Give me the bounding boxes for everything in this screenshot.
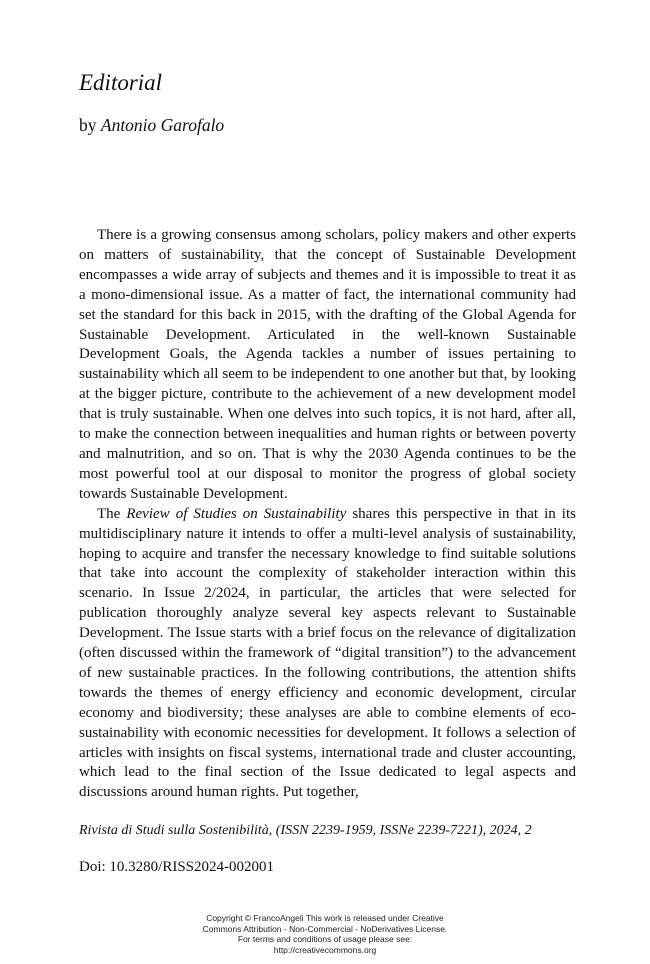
byline-prefix: by: [79, 115, 101, 135]
copyright-line-3: For terms and conditions of usage please see:: [237, 934, 413, 944]
author-name: Antonio Garofalo: [100, 115, 225, 135]
article-body: [79, 226, 576, 803]
license-link[interactable]: http://creativecommons.org: [273, 944, 377, 955]
paragraph-1: There is a growing consensus among scholars, policy makers and other experts on matters of sustainability, that the concept of Sustainable Development encompasses a wide array of subjects and themes and it is impossible to treat it as a mono-dimensional issue. As a matter of fact, the international community had set the standard for this back in 2015, with the drafting of the Global Agenda for Sustainable Development. Articulated in the well-known Sustainable Development Goals, the Agenda tackles a number of issues pertaining to sustainability which all seem to be independent to one another but that, by looking at the bigger picture, contribute to the achievement of a new development model that is truly sustainable. When one delves into such topics, it is not hard, after all, to make the connection between inequalities and human rights or between poverty and malnutrition, and so on. That is why the 2030 Agenda continues to be the most powerful tool at our disposal to monitor the progress of global society towards Sustainable Development.: [79, 227, 576, 502]
copyright-line-1: Copyright © FrancoAngeli This work is released under Creative: [206, 913, 444, 923]
copyright-line-2: Commons Attribution - Non-Commercial - NoDerivatives License.: [202, 923, 448, 934]
doi: Doi: 10.3280/RISS2024-002001: [79, 859, 275, 875]
paragraph-2-rest: shares this perspective in that in its multidisciplinary nature it intends to offer a multi-level analysis of sustainability, hoping to acquire and transfer the necessary knowledge to find suitable solutions that take into account the complexity of stakeholder interaction within this scenario. In Issue 2/2024, in particular, the articles that were selected for publication thoroughly analyze several key aspects relevant to Sustainable Development. The Issue starts with a brief focus on the relevance of digitalization (often discussed within the framework of “digital transition”) to the advancement of new sustainable practices. In the following contributions, the attention shifts towards the themes of energy efficiency and economic development, circular economy and biodiversity; these analyses are able to combine elements of eco-sustainability with economic necessities for development. It follows a selection of articles with insights on fiscal systems, international trade and cluster accounting, which lead to the final section of the Issue dedicated to legal aspects and discussions around human rights. Put together,: [79, 505, 576, 801]
article-title: Editorial: [79, 70, 163, 95]
copyright-notice: [0, 913, 650, 955]
journal-citation: Rivista di Studi sulla Sostenibilità, (ISSN 2239-1959, ISSNe 2239-7221), 2024, 2: [79, 823, 532, 838]
journal-name-italic: Review of Studies on Sustainability: [126, 505, 347, 522]
byline: [79, 114, 224, 136]
paragraph-2-lead: The: [97, 505, 127, 522]
paragraph-2: [79, 505, 576, 804]
